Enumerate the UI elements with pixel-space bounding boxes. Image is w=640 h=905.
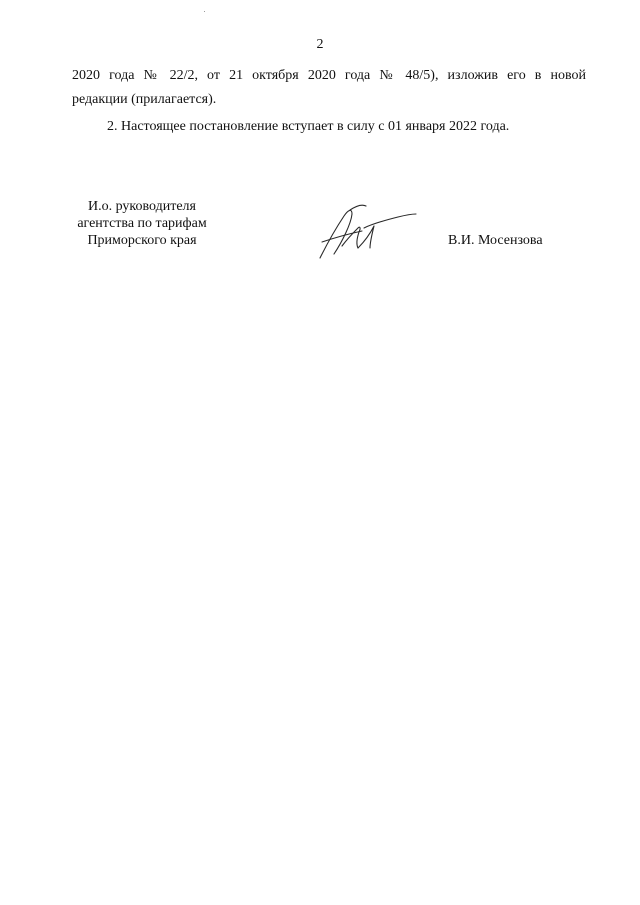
signature-icon [312, 198, 422, 266]
scan-artifact [204, 11, 205, 12]
signer-position [56, 198, 228, 249]
paragraph-continuation-line-2: редакции (прилагается). [72, 92, 217, 107]
signer-position-line-2: агентства по тарифам [77, 216, 207, 231]
signer-position-line-1: И.о. руководителя [87, 199, 196, 214]
page-number: 2 [316, 37, 324, 52]
paragraph-continuation [72, 64, 586, 112]
paragraph-continuation-line-1: 2020 года № 22/2, от 21 октября 2020 года № 48/5), изложив его в новой [72, 68, 586, 83]
signer-name: В.И. Мосензова [448, 233, 543, 248]
paragraph-effective-date: 2. Настоящее постановление вступает в силу с 01 января 2022 года. [107, 119, 510, 134]
signer-position-line-3: Приморского края [87, 233, 197, 248]
